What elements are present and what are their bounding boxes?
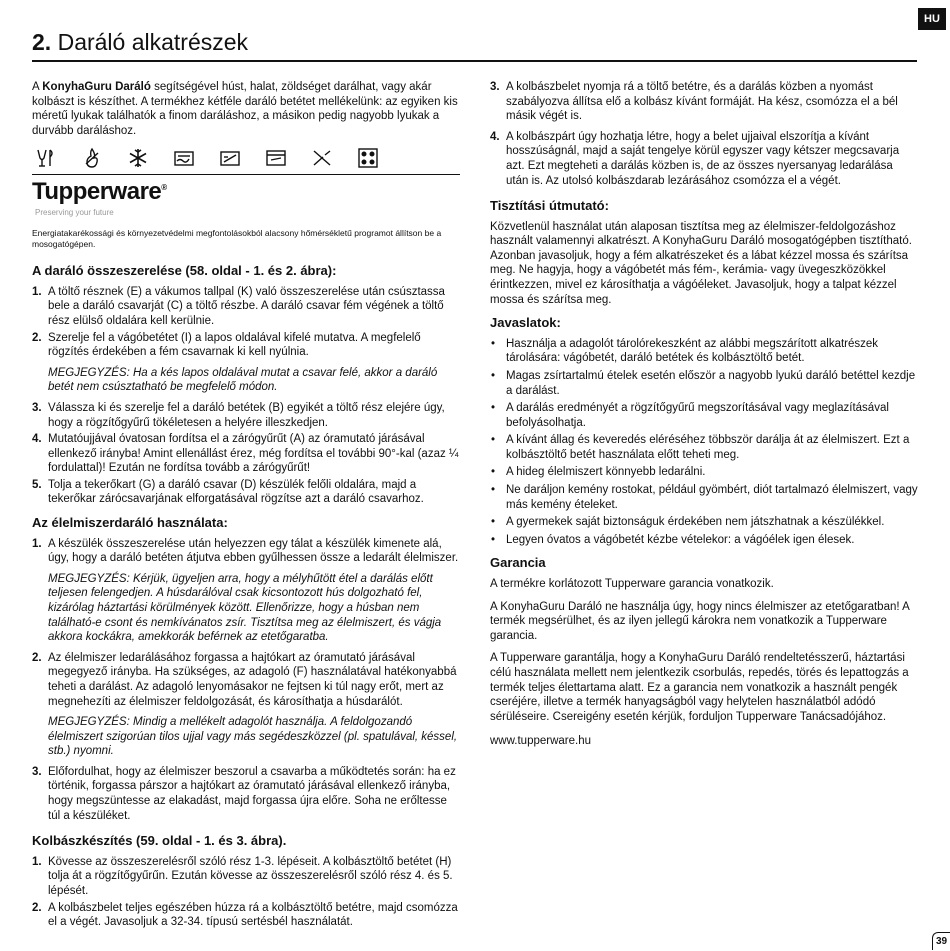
list-item: 5. Tolja a tekerőkart (G) a daráló csavar (D) készülék felőli oldalára, majd a tekerőkar zárócsavarjának elforgatásával rögzítse azt a daráló csavarhoz.: [32, 478, 424, 506]
microwave-icon: [172, 147, 196, 169]
warranty-p2: A KonyhaGuru Daráló ne használja úgy, hogy nincs élelmiszer az etetőgaratban! A termék megsérülhet, és az ilyen jellegű károkra nem vonatkozik a Tupperware garancia.: [490, 600, 910, 642]
no-knife-icon: [310, 147, 334, 169]
microwave-icon: [218, 147, 242, 169]
oven-icon: [264, 147, 288, 169]
list-item: 4. Mutatóujjával óvatosan fordítsa el a zárógyűrűt (A) az óramutató járásával ellenkező irányba! Amint ellenállást érez, még fordítsa el további 90°-kal (azaz ¼ fordulattal)! Ezután ne fordítsa tovább a zárógyűrűt!: [32, 433, 459, 475]
list-item: • Használja a adagolót tárolórekeszként az alábbi megszárított alkatrészek tárolására: vágóbetét, daráló betétek és kolbásztöltő betét.: [490, 337, 918, 366]
warranty-heading: Garancia: [490, 555, 546, 571]
list-item: 2. A kolbászbelet teljes egészében húzza rá a kolbásztöltő betétre, majd csomózza el a végét. Javasoljuk a 32-34. típusú sertésbél használatát.: [32, 901, 458, 929]
assembly-note: MEGJEGYZÉS: Ha a kés lapos oldalával mutat a csavar felé, akkor a daráló betét nem csúsztatható be megfelelő módon.: [48, 366, 438, 394]
cooktop-icon: [356, 147, 380, 169]
page-number: 39: [932, 932, 950, 950]
dishwasher-icon: [34, 147, 58, 169]
list-item: 3. A kolbászbelet nyomja rá a töltő betétre, és a darálás közben a nyomást szabályozva állítsa elő a kolbász kívánt formáját. Ha kész, csomózza el a bél másik végét is.: [490, 81, 898, 123]
assembly-heading: A daráló összeszerelése (58. oldal - 1. és 2. ábra):: [32, 263, 337, 279]
usage-steps-2: [32, 651, 460, 709]
assembly-steps-cont: [32, 401, 460, 507]
page-title: [32, 28, 248, 57]
list-item: • Magas zsírtartalmú ételek esetén először a nagyobb lyukú daráló betéttel kezdje a darálást.: [490, 369, 918, 398]
title-divider: [32, 60, 917, 62]
list-item: • Ne daráljon kemény rostokat, például gyömbért, diót tartalmazó élelmiszert, vagy más kemény ételeket.: [490, 483, 918, 512]
section-number: 2.: [32, 29, 52, 55]
usage-steps: [32, 537, 460, 566]
list-item: 2. Az élelmiszer ledarálásához forgassa a hajtókart az óramutató járásával megegyező irányba. Ha szükséges, az adagoló (F) használatával hatékonyabbá teheti a darálást. Az adagoló lenyomásakor ne fejtsen ki túl nagy erőt, mert az megnehezíti az élelmiszer feldolgozását, és károsíthatja a húsdarálót.: [32, 651, 457, 708]
section-title: Daráló alkatrészek: [57, 29, 249, 55]
logo-tagline: Preserving your future: [35, 207, 114, 217]
assembly-steps: [32, 285, 460, 360]
warranty-p1: A termékre korlátozott Tupperware garancia vonatkozik.: [490, 577, 774, 590]
list-item: 4. A kolbászpárt úgy hozhatja létre, hogy a belet ujjaival elszorítja a kívánt hosszúságnál, majd a saját tengelye körül egyszer vagy kétszer megcsavarja azt. Ezt megteheti a darálás közben is, de az összes nyersanyag ledarálása után is. Az utolsó kolbászdarab lezárásához csomózza el a végét.: [490, 130, 900, 187]
eco-note: Energiatakarékossági és környezetvédelmi megfontolásokból alacsony hőmérsékletű programot állítson be a mosogatógépen.: [32, 228, 442, 249]
list-item: • A kívánt állag és keveredés eléréséhez többször darálja át az élelmiszert. Ezt a kolbásztöltő betét használata előtt teheti meg.: [490, 433, 918, 462]
list-item: 1. A készülék összeszerelése után helyezzen egy tálat a készülék kimenete alá, úgy, hogy a daráló betéten átjutva ebben gyűlhessen össze a ledarált élelmiszer.: [32, 537, 459, 565]
right-column: [490, 80, 918, 757]
sausage-steps-cont: [490, 80, 918, 188]
list-item: • Legyen óvatos a vágóbetét kézbe vételekor: a vágóélek igen élesek.: [490, 533, 918, 548]
list-item: 2. Szerelje fel a vágóbetétet (I) a lapos oldalával kifelé mutatva. A megfelelő rögzítés érdekében a fém csavarnak ki kell nyúlnia.: [32, 331, 421, 359]
intro-paragraph: A KonyhaGuru Daráló segítségével húst, halat, zöldséget darálhat, vagy akár kolbászt is készíthet. A termékhez kétféle daráló betétet mellékelünk: az egyiken kis méretű lyukak találhatók a finom daráláshoz, a másikon pedig nagyobb lyukak a durvább daráláshoz.: [32, 81, 458, 137]
list-item: 3. Előfordulhat, hogy az élelmiszer beszorul a csavarba a működtetés során: ha ez történik, forgassa párszor a hajtókart az óramutató járásával ellenkező irányba, hogy megszüntesse az elakadást, majd forgassa újra előre. Soha ne erőltesse túl a készüléket.: [32, 765, 456, 822]
sausage-heading: Kolbászkészítés (59. oldal - 1. és 3. ábra).: [32, 833, 287, 849]
flame-icon: [80, 147, 104, 169]
sausage-steps: [32, 855, 460, 930]
usage-note-1: MEGJEGYZÉS: Kérjük, ügyeljen arra, hogy a mélyhűtött étel a darálás előtt teljesen felengedjen. A húsdarálóval csak kicsontozott hús dolgozható fel, kizárólag háztartási körülmények között. Ellenőrizze, hogy a húsban nem található-e csont és nemkívánatos zsír. Tisztítsa meg az élelmiszert, és vágja akkora kockákra, amekkorák beférnek az etetőgaratba.: [48, 572, 442, 644]
care-icons-row: [34, 146, 460, 170]
list-item: 1. A töltő résznek (E) a vákumos tallpal (K) való összeszerelése után csúsztassa bele a daráló csavarját (C) a töltő részbe. A daráló csavar fém végének a töltő rész elülső oldalára kell kerülnie.: [32, 285, 445, 327]
list-item: • A darálás eredményét a rögzítőgyűrű megszorításával vagy meglazításával befolyásolhatja.: [490, 401, 918, 430]
list-item: 3. Válassza ki és szerelje fel a daráló betétek (B) egyikét a töltő rész elejére úgy, hogy a rögzítőgyűrű tökéletesen a helyére illeszkedjen.: [32, 401, 445, 429]
list-item: • A hideg élelmiszert könnyebb ledarálni.: [490, 465, 918, 480]
icons-divider: [32, 174, 460, 175]
snowflake-icon: [126, 147, 150, 169]
cleaning-heading: Tisztítási útmutató:: [490, 198, 609, 214]
left-column: [32, 80, 460, 932]
warranty-p3: A Tupperware garantálja, hogy a KonyhaGuru Daráló rendeltetésszerű, háztartási célú használata mellett nem jelentkezik csorbulás, repedés, törés és lepattogzás a termék teljes élettartama alatt. Ez a garancia nem vonatkozik a használt pengék cseréjére, illetve a termék hanyagságból vagy helytelen használatból adódó sérüléseire. Csereigény esetén kérjük, forduljon Tupperware Tanácsadójához.: [490, 652, 909, 723]
tupperware-logo: Tupperware®: [32, 178, 167, 206]
usage-heading: Az élelmiszerdaráló használata:: [32, 515, 228, 531]
usage-note-2: MEGJEGYZÉS: Mindig a mellékelt adagolót használja. A feldolgozandó élelmiszert szigorúan tilos ujjal vagy más segédeszközzel (pl. spatulával, késsel, stb.) nyomni.: [48, 716, 458, 758]
cleaning-text: Közvetlenül használat után alaposan tisztítsa meg az élelmiszer-feldolgozáshoz használt valamennyi alkatrészt. A KonyhaGuru Daráló mosogatógépben tisztítható. Azonban javasoljuk, hogy a fém alkatrészeket és a lábat kézzel mossa és szárítsa meg. Ne hagyja, hogy a vágóbetét más fém-, kerámia- vagy üvegeszközökkel érintkezzen, mivel ez károsíthatja a vágóéleket. Javasoljuk, hogy a talpat kézzel mossa és szárítsa meg.: [490, 220, 912, 306]
list-item: • A gyermekek saját biztonságuk érdekében nem játszhatnak a készülékkel.: [490, 515, 918, 530]
language-badge: HU: [918, 8, 946, 30]
tips-list: [490, 337, 918, 548]
tips-heading: Javaslatok:: [490, 315, 561, 331]
website-link[interactable]: www.tupperware.hu: [490, 735, 591, 748]
usage-steps-3: [32, 765, 460, 823]
list-item: 1. Kövesse az összeszerelésről szóló rész 1-3. lépéseit. A kolbásztöltő betétet (H) tolja át a rögzítőgyűrűn. Ezután kövesse az összeszerelésről szóló rész 4. és 5. lépését.: [32, 855, 453, 897]
